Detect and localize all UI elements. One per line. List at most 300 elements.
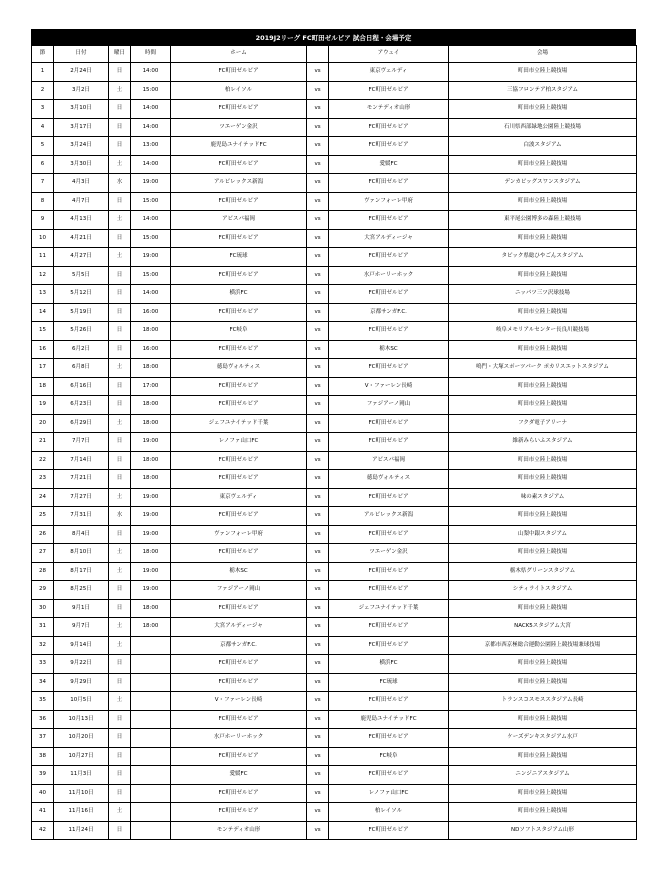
venue-name: 町田市立陸上競技場 (449, 710, 637, 729)
home-team: アルビレックス新潟 (171, 174, 307, 193)
kickoff-time: 15:00 (131, 266, 171, 285)
venue-name: 町田市立陸上競技場 (449, 673, 637, 692)
match-number: 7 (32, 174, 54, 193)
kickoff-time: 18:00 (131, 618, 171, 637)
match-weekday: 土 (109, 618, 131, 637)
match-number: 39 (32, 766, 54, 785)
table-row (32, 192, 637, 211)
venue-name: 町田市立陸上競技場 (449, 155, 637, 174)
table-row (32, 562, 637, 581)
vs-label: vs (307, 470, 329, 489)
kickoff-time (131, 673, 171, 692)
table-row (32, 525, 637, 544)
home-team: FC町田ゼルビア (171, 396, 307, 415)
vs-label: vs (307, 396, 329, 415)
schedule-title: 2019J2リーグ FC町田ゼルビア 試合日程・会場予定 (31, 29, 636, 45)
match-date: 4月27日 (54, 248, 109, 267)
vs-label: vs (307, 433, 329, 452)
match-number: 36 (32, 710, 54, 729)
home-team: FC町田ゼルビア (171, 507, 307, 526)
table-row (32, 211, 637, 230)
away-team: FC町田ゼルビア (329, 692, 449, 711)
vs-label: vs (307, 340, 329, 359)
header-venue: 会場 (449, 46, 637, 63)
table-row (32, 488, 637, 507)
kickoff-time: 19:00 (131, 525, 171, 544)
table-row (32, 692, 637, 711)
match-weekday: 日 (109, 599, 131, 618)
venue-name: タピック県総ひやごんスタジアム (449, 248, 637, 267)
kickoff-time: 14:00 (131, 155, 171, 174)
away-team: 徳島ヴォルティス (329, 470, 449, 489)
table-row (32, 803, 637, 822)
match-weekday: 水 (109, 507, 131, 526)
venue-name: 町田市立陸上競技場 (449, 470, 637, 489)
venue-name: 東平尾公園博多の森陸上競技場 (449, 211, 637, 230)
table-row (32, 451, 637, 470)
away-team: モンテディオ山形 (329, 100, 449, 119)
venue-name: 鳴門・大塚スポーツパーク ポカリスエットスタジアム (449, 359, 637, 378)
match-weekday: 土 (109, 544, 131, 563)
match-weekday: 土 (109, 359, 131, 378)
vs-label: vs (307, 211, 329, 230)
kickoff-time (131, 747, 171, 766)
table-row (32, 414, 637, 433)
away-team: FC町田ゼルビア (329, 211, 449, 230)
match-number: 29 (32, 581, 54, 600)
header-vs (307, 46, 329, 63)
match-weekday: 日 (109, 655, 131, 674)
away-team: アルビレックス新潟 (329, 507, 449, 526)
match-weekday: 日 (109, 470, 131, 489)
match-number: 2 (32, 81, 54, 100)
table-row (32, 248, 637, 267)
match-date: 7月31日 (54, 507, 109, 526)
venue-name: 町田市立陸上競技場 (449, 100, 637, 119)
venue-name: フクダ電子アリーナ (449, 414, 637, 433)
home-team: FC町田ゼルビア (171, 192, 307, 211)
match-number: 31 (32, 618, 54, 637)
away-team: ヴァンフォーレ甲府 (329, 192, 449, 211)
away-team: 京都サンガF.C. (329, 303, 449, 322)
away-team: 東京ヴェルディ (329, 63, 449, 82)
table-row (32, 229, 637, 248)
home-team: FC琉球 (171, 248, 307, 267)
away-team: ファジアーノ岡山 (329, 396, 449, 415)
home-team: FC町田ゼルビア (171, 710, 307, 729)
match-number: 20 (32, 414, 54, 433)
match-date: 7月27日 (54, 488, 109, 507)
match-weekday: 日 (109, 229, 131, 248)
match-date: 8月17日 (54, 562, 109, 581)
match-weekday: 土 (109, 155, 131, 174)
vs-label: vs (307, 248, 329, 267)
away-team: V・ファーレン長崎 (329, 377, 449, 396)
match-number: 8 (32, 192, 54, 211)
match-date: 3月24日 (54, 137, 109, 156)
vs-label: vs (307, 118, 329, 137)
table-row (32, 766, 637, 785)
match-number: 42 (32, 821, 54, 840)
home-team: 水戸ホーリーホック (171, 729, 307, 748)
table-row (32, 599, 637, 618)
away-team: FC町田ゼルビア (329, 766, 449, 785)
match-number: 24 (32, 488, 54, 507)
home-team: FC町田ゼルビア (171, 155, 307, 174)
home-team: 大宮アルディージャ (171, 618, 307, 637)
kickoff-time: 14:00 (131, 63, 171, 82)
match-date: 8月10日 (54, 544, 109, 563)
vs-label: vs (307, 285, 329, 304)
match-number: 6 (32, 155, 54, 174)
venue-name: 味の素スタジアム (449, 488, 637, 507)
match-date: 6月8日 (54, 359, 109, 378)
kickoff-time: 16:00 (131, 340, 171, 359)
match-weekday: 日 (109, 525, 131, 544)
venue-name: デンカビッグスワンスタジアム (449, 174, 637, 193)
vs-label: vs (307, 63, 329, 82)
venue-name: 町田市立陸上競技場 (449, 451, 637, 470)
home-team: 柏レイソル (171, 81, 307, 100)
vs-label: vs (307, 155, 329, 174)
venue-name: 山梨中銀スタジアム (449, 525, 637, 544)
match-weekday: 日 (109, 340, 131, 359)
kickoff-time: 15:00 (131, 229, 171, 248)
home-team: FC町田ゼルビア (171, 655, 307, 674)
schedule-rows (32, 63, 637, 840)
home-team: ヴァンフォーレ甲府 (171, 525, 307, 544)
away-team: FC岐阜 (329, 747, 449, 766)
venue-name: 町田市立陸上競技場 (449, 377, 637, 396)
match-number: 12 (32, 266, 54, 285)
vs-label: vs (307, 581, 329, 600)
vs-label: vs (307, 100, 329, 119)
match-weekday: 日 (109, 747, 131, 766)
venue-name: 町田市立陸上競技場 (449, 544, 637, 563)
match-weekday: 日 (109, 710, 131, 729)
kickoff-time (131, 729, 171, 748)
vs-label: vs (307, 174, 329, 193)
match-weekday: 日 (109, 192, 131, 211)
match-date: 5月12日 (54, 285, 109, 304)
vs-label: vs (307, 451, 329, 470)
kickoff-time: 16:00 (131, 303, 171, 322)
match-date: 6月2日 (54, 340, 109, 359)
match-date: 3月30日 (54, 155, 109, 174)
match-date: 11月10日 (54, 784, 109, 803)
match-weekday: 日 (109, 729, 131, 748)
match-weekday: 日 (109, 766, 131, 785)
venue-name: 町田市立陸上競技場 (449, 229, 637, 248)
vs-label: vs (307, 303, 329, 322)
vs-label: vs (307, 729, 329, 748)
home-team: 横浜FC (171, 285, 307, 304)
away-team: 柏レイソル (329, 803, 449, 822)
venue-name: トランスコスモススタジアム長崎 (449, 692, 637, 711)
home-team: 栃木SC (171, 562, 307, 581)
match-weekday: 日 (109, 396, 131, 415)
table-row (32, 507, 637, 526)
kickoff-time: 14:00 (131, 100, 171, 119)
away-team: ツエーゲン金沢 (329, 544, 449, 563)
match-weekday: 土 (109, 488, 131, 507)
vs-label: vs (307, 507, 329, 526)
venue-name: 町田市立陸上競技場 (449, 803, 637, 822)
match-weekday: 日 (109, 285, 131, 304)
kickoff-time: 14:00 (131, 285, 171, 304)
kickoff-time (131, 655, 171, 674)
kickoff-time (131, 784, 171, 803)
home-team: FC町田ゼルビア (171, 747, 307, 766)
match-date: 9月7日 (54, 618, 109, 637)
match-number: 22 (32, 451, 54, 470)
match-date: 3月10日 (54, 100, 109, 119)
venue-name: ニンジニアスタジアム (449, 766, 637, 785)
venue-name: 町田市立陸上競技場 (449, 599, 637, 618)
table-row (32, 618, 637, 637)
home-team: FC町田ゼルビア (171, 100, 307, 119)
match-date: 11月24日 (54, 821, 109, 840)
away-team: FC町田ゼルビア (329, 248, 449, 267)
match-number: 5 (32, 137, 54, 156)
kickoff-time: 19:00 (131, 433, 171, 452)
match-date: 5月19日 (54, 303, 109, 322)
home-team: アビスパ福岡 (171, 211, 307, 230)
match-weekday: 土 (109, 692, 131, 711)
match-date: 6月23日 (54, 396, 109, 415)
kickoff-time: 18:00 (131, 359, 171, 378)
match-number: 34 (32, 673, 54, 692)
vs-label: vs (307, 525, 329, 544)
table-row (32, 581, 637, 600)
away-team: FC町田ゼルビア (329, 322, 449, 341)
home-team: FC町田ゼルビア (171, 451, 307, 470)
match-number: 37 (32, 729, 54, 748)
vs-label: vs (307, 137, 329, 156)
match-date: 3月2日 (54, 81, 109, 100)
venue-name: 町田市立陸上競技場 (449, 63, 637, 82)
header-away: アウェイ (329, 46, 449, 63)
away-team: 鹿児島ユナイテッドFC (329, 710, 449, 729)
kickoff-time: 18:00 (131, 544, 171, 563)
vs-label: vs (307, 562, 329, 581)
away-team: FC町田ゼルビア (329, 414, 449, 433)
venue-name: 石川県西部緑地公園陸上競技場 (449, 118, 637, 137)
away-team: 横浜FC (329, 655, 449, 674)
table-row (32, 174, 637, 193)
vs-label: vs (307, 229, 329, 248)
away-team: 水戸ホーリーホック (329, 266, 449, 285)
match-date: 4月7日 (54, 192, 109, 211)
away-team: FC町田ゼルビア (329, 433, 449, 452)
table-row (32, 266, 637, 285)
vs-label: vs (307, 747, 329, 766)
match-date: 9月14日 (54, 636, 109, 655)
home-team: FC町田ゼルビア (171, 673, 307, 692)
vs-label: vs (307, 673, 329, 692)
home-team: FC町田ゼルビア (171, 544, 307, 563)
match-weekday: 日 (109, 322, 131, 341)
vs-label: vs (307, 636, 329, 655)
match-number: 38 (32, 747, 54, 766)
vs-label: vs (307, 359, 329, 378)
away-team: FC町田ゼルビア (329, 729, 449, 748)
table-row (32, 636, 637, 655)
kickoff-time (131, 636, 171, 655)
away-team: FC町田ゼルビア (329, 488, 449, 507)
match-weekday: 土 (109, 803, 131, 822)
kickoff-time (131, 803, 171, 822)
vs-label: vs (307, 322, 329, 341)
table-row (32, 655, 637, 674)
match-date: 5月5日 (54, 266, 109, 285)
home-team: 鹿児島ユナイテッドFC (171, 137, 307, 156)
match-weekday: 日 (109, 118, 131, 137)
match-number: 33 (32, 655, 54, 674)
match-number: 35 (32, 692, 54, 711)
match-weekday: 日 (109, 821, 131, 840)
venue-name: 白波スタジアム (449, 137, 637, 156)
home-team: 愛媛FC (171, 766, 307, 785)
home-team: ファジアーノ岡山 (171, 581, 307, 600)
kickoff-time: 17:00 (131, 377, 171, 396)
match-weekday: 土 (109, 414, 131, 433)
match-date: 10月13日 (54, 710, 109, 729)
match-number: 19 (32, 396, 54, 415)
match-weekday: 土 (109, 562, 131, 581)
home-team: FC町田ゼルビア (171, 340, 307, 359)
venue-name: 三協フロンテア柏スタジアム (449, 81, 637, 100)
kickoff-time: 15:00 (131, 192, 171, 211)
match-number: 41 (32, 803, 54, 822)
venue-name: NACK5スタジアム大宮 (449, 618, 637, 637)
match-weekday: 土 (109, 248, 131, 267)
kickoff-time: 18:00 (131, 322, 171, 341)
table-row (32, 285, 637, 304)
match-weekday: 水 (109, 174, 131, 193)
vs-label: vs (307, 192, 329, 211)
match-date: 7月7日 (54, 433, 109, 452)
match-weekday: 日 (109, 377, 131, 396)
away-team: FC町田ゼルビア (329, 581, 449, 600)
vs-label: vs (307, 488, 329, 507)
home-team: FC岐阜 (171, 322, 307, 341)
match-number: 15 (32, 322, 54, 341)
venue-name: シティライトスタジアム (449, 581, 637, 600)
kickoff-time (131, 821, 171, 840)
match-number: 40 (32, 784, 54, 803)
table-row (32, 155, 637, 174)
kickoff-time (131, 710, 171, 729)
match-weekday: 日 (109, 673, 131, 692)
away-team: レノファ山口FC (329, 784, 449, 803)
header-date: 日付 (54, 46, 109, 63)
match-number: 9 (32, 211, 54, 230)
match-number: 25 (32, 507, 54, 526)
table-row (32, 359, 637, 378)
kickoff-time: 14:00 (131, 211, 171, 230)
match-number: 13 (32, 285, 54, 304)
away-team: FC琉球 (329, 673, 449, 692)
vs-label: vs (307, 377, 329, 396)
match-weekday: 日 (109, 266, 131, 285)
match-number: 32 (32, 636, 54, 655)
vs-label: vs (307, 618, 329, 637)
home-team: ジェフユナイテッド千葉 (171, 414, 307, 433)
kickoff-time: 19:00 (131, 562, 171, 581)
home-team: FC町田ゼルビア (171, 803, 307, 822)
venue-name: 町田市立陸上競技場 (449, 303, 637, 322)
venue-name: 町田市立陸上競技場 (449, 340, 637, 359)
match-weekday: 土 (109, 81, 131, 100)
table-row (32, 729, 637, 748)
table-row (32, 303, 637, 322)
table-row (32, 433, 637, 452)
header-num: 節 (32, 46, 54, 63)
match-weekday: 日 (109, 303, 131, 322)
kickoff-time: 18:00 (131, 396, 171, 415)
kickoff-time: 19:00 (131, 488, 171, 507)
match-date: 4月3日 (54, 174, 109, 193)
table-row (32, 673, 637, 692)
vs-label: vs (307, 766, 329, 785)
match-number: 10 (32, 229, 54, 248)
match-date: 10月5日 (54, 692, 109, 711)
match-weekday: 日 (109, 451, 131, 470)
match-date: 7月21日 (54, 470, 109, 489)
header-day: 曜日 (109, 46, 131, 63)
match-number: 18 (32, 377, 54, 396)
match-date: 7月14日 (54, 451, 109, 470)
venue-name: 町田市立陸上競技場 (449, 507, 637, 526)
match-number: 3 (32, 100, 54, 119)
venue-name: 栃木県グリーンスタジアム (449, 562, 637, 581)
match-weekday: 日 (109, 137, 131, 156)
away-team: 栃木SC (329, 340, 449, 359)
match-date: 8月25日 (54, 581, 109, 600)
kickoff-time (131, 766, 171, 785)
venue-name: 町田市立陸上競技場 (449, 784, 637, 803)
table-header-row (32, 46, 637, 63)
kickoff-time: 18:00 (131, 414, 171, 433)
schedule-sheet (31, 29, 636, 840)
match-number: 16 (32, 340, 54, 359)
match-number: 21 (32, 433, 54, 452)
match-date: 4月13日 (54, 211, 109, 230)
table-row (32, 396, 637, 415)
table-row (32, 544, 637, 563)
table-row (32, 784, 637, 803)
away-team: FC町田ゼルビア (329, 118, 449, 137)
match-number: 11 (32, 248, 54, 267)
match-date: 2月24日 (54, 63, 109, 82)
venue-name: 町田市立陸上競技場 (449, 192, 637, 211)
kickoff-time: 19:00 (131, 248, 171, 267)
match-weekday: 日 (109, 784, 131, 803)
vs-label: vs (307, 784, 329, 803)
vs-label: vs (307, 803, 329, 822)
venue-name: 町田市立陸上競技場 (449, 396, 637, 415)
away-team: FC町田ゼルビア (329, 636, 449, 655)
table-row (32, 81, 637, 100)
venue-name: 町田市立陸上競技場 (449, 747, 637, 766)
kickoff-time: 18:00 (131, 599, 171, 618)
table-row (32, 322, 637, 341)
kickoff-time: 18:00 (131, 451, 171, 470)
vs-label: vs (307, 821, 329, 840)
home-team: 徳島ヴォルティス (171, 359, 307, 378)
vs-label: vs (307, 266, 329, 285)
